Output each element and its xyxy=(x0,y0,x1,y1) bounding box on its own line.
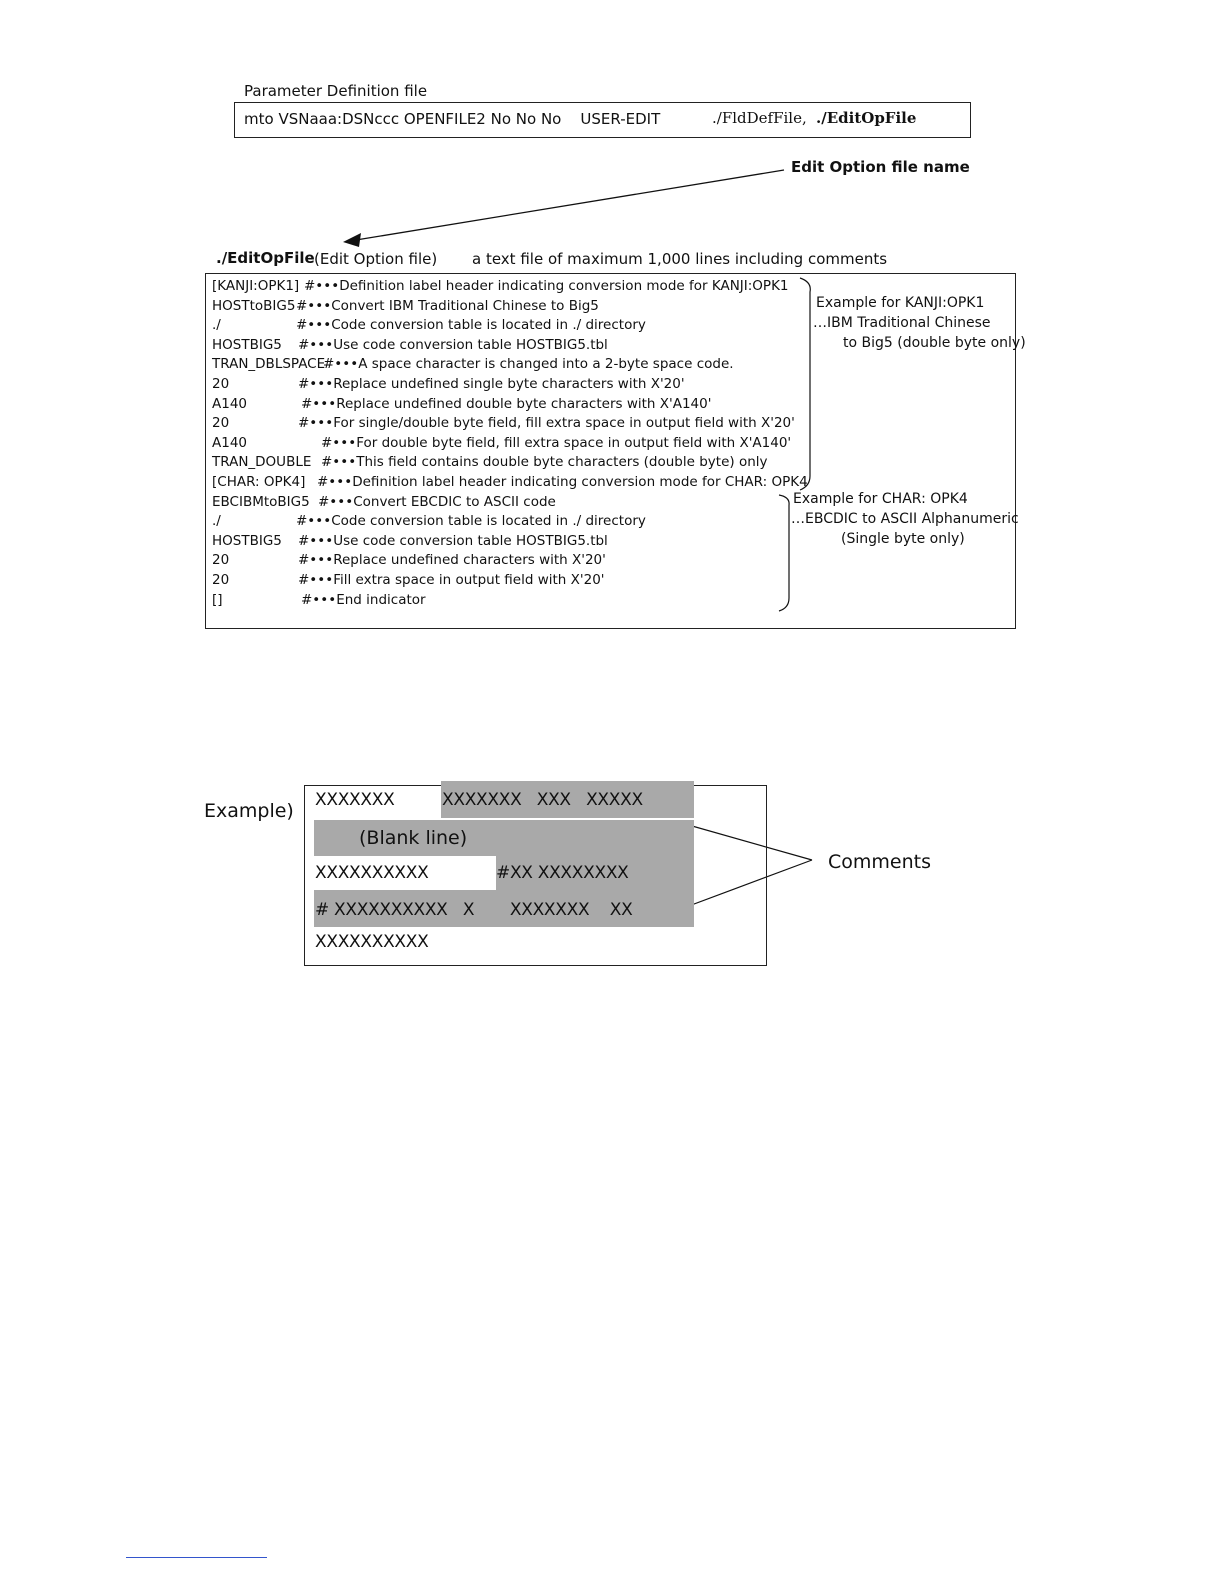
param-def-title: Parameter Definition file xyxy=(244,82,428,100)
code-text: HOSTBIG5 xyxy=(212,532,282,549)
arrow-line xyxy=(356,170,784,240)
param-def-file2: ./EditOpFile xyxy=(816,109,917,127)
char-note-3: (Single byte only) xyxy=(841,531,965,547)
code-text: TRAN_DOUBLE xyxy=(212,454,312,471)
code-text: A140 xyxy=(212,434,248,451)
comment-text: #•••Convert EBCDIC to ASCII code xyxy=(318,493,556,510)
edit-option-file-name-label: Edit Option file name xyxy=(791,158,970,176)
code-text: TRAN_DBLSPACE xyxy=(212,356,326,373)
arrow-head xyxy=(343,233,361,247)
edit-file-note: a text file of maximum 1,000 lines including comments xyxy=(472,250,888,268)
example-row3-code: XXXXXXXXXX xyxy=(315,863,429,883)
code-text: HOSTBIG5 xyxy=(212,336,282,353)
code-text: HOSTtoBIG5 xyxy=(212,297,296,314)
code-text: ./ xyxy=(212,513,221,530)
kanji-note-1: Example for KANJI:OPK1 xyxy=(816,295,985,311)
code-text: A140 xyxy=(212,395,248,412)
example-row1-comment: XXXXXXX XXX XXXXX xyxy=(442,790,643,810)
param-def-file1: ./FldDefFile, xyxy=(712,109,807,127)
comments-label: Comments xyxy=(828,851,931,873)
code-text: [KANJI:OPK1] xyxy=(212,278,300,294)
footer-rule xyxy=(126,1557,267,1558)
comment-text: #•••End indicator xyxy=(301,591,426,608)
comment-text: #•••Code conversion table is located in ./ directory xyxy=(296,513,646,530)
comment-text: #•••For single/double byte field, fill extra space in output field with X'20' xyxy=(298,415,795,432)
code-text: 20 xyxy=(212,552,230,569)
kanji-note-2: …IBM Traditional Chinese xyxy=(813,315,991,331)
comment-text: #•••Use code conversion table HOSTBIG5.tbl xyxy=(298,336,608,353)
comment-text: #•••Definition label header indicating conversion mode for CHAR: OPK4 xyxy=(317,474,808,490)
comment-text: #•••Replace undefined double byte characters with X'A140' xyxy=(301,395,712,412)
example-row1-code: XXXXXXX xyxy=(315,790,395,810)
edit-file-desc: (Edit Option file) xyxy=(314,250,438,268)
edit-option-lines xyxy=(212,276,812,616)
code-text: 20 xyxy=(212,572,230,588)
code-text: ./ xyxy=(212,317,221,334)
param-def-line: mto VSNaaa:DSNccc OPENFILE2 No No No USER-EDIT xyxy=(244,110,661,128)
code-text: 20 xyxy=(212,415,230,432)
example-label: Example) xyxy=(204,800,294,822)
comment-text: #•••Replace undefined characters with X'20' xyxy=(298,552,606,569)
comment-text: #•••Fill extra space in output field with X'20' xyxy=(298,572,605,588)
example-row4-comment: # XXXXXXXXXX X XXXXXXX XX xyxy=(315,900,633,920)
example-row3-comment: #XX XXXXXXXX xyxy=(496,863,629,883)
comment-text: #•••For double byte field, fill extra space in output field with X'A140' xyxy=(321,434,792,451)
example-row2-blank: (Blank line) xyxy=(359,827,468,849)
code-text: [CHAR: OPK4] xyxy=(212,474,306,490)
comment-text: #•••This field contains double byte characters (double byte) only xyxy=(321,454,768,471)
comment-text: #•••A space character is changed into a 2-byte space code. xyxy=(323,356,734,373)
code-text: EBCIBMtoBIG5 xyxy=(212,493,310,510)
comment-text: #•••Replace undefined single byte characters with X'20' xyxy=(298,376,685,392)
example-row5-code: XXXXXXXXXX xyxy=(315,932,429,952)
comment-text: #•••Convert IBM Traditional Chinese to Big5 xyxy=(296,297,599,314)
code-text: 20 xyxy=(212,376,230,392)
comment-text: #•••Code conversion table is located in ./ directory xyxy=(296,317,646,334)
code-text: [] xyxy=(212,591,223,608)
comment-text: #•••Use code conversion table HOSTBIG5.tbl xyxy=(298,532,608,549)
kanji-note-3: to Big5 (double byte only) xyxy=(843,335,1026,351)
edit-file-name: ./EditOpFile xyxy=(216,249,315,267)
char-note-1: Example for CHAR: OPK4 xyxy=(793,491,968,507)
comment-text: #•••Definition label header indicating conversion mode for KANJI:OPK1 xyxy=(304,278,789,294)
char-note-2: …EBCDIC to ASCII Alphanumeric xyxy=(791,511,1019,527)
